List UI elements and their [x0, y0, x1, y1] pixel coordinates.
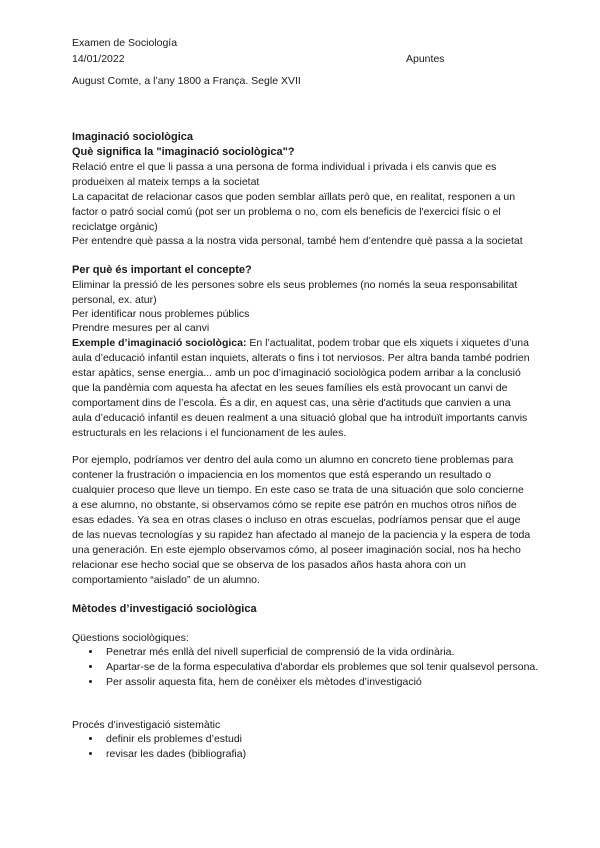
- list-item: • revisar les dades (bibliografia): [102, 747, 542, 762]
- date-line: 14/01/2022: [72, 53, 125, 65]
- section-title-imaginacio: Imaginació sociològica: [72, 131, 194, 143]
- example-text: En l’actualitat, podem trobar que els xiquets i xiquetes d’una aula d’educació infantil estan inquiets, alterats o fins i tot nerviosos. Per altra banda també podrien estar apàtics, sense energia... amb un poc d’imaginació sociològica podem arribar a la conclusió que la pandèmia com aquesta ha afectat en les seues famílies els està provocant un canvi de comportament dins de l’escola. És a dir, en aquest cas, una sèrie d'actituds que canvien a una aula d’educació infantil es deuen realment a una situació global que ha introduït importants canvis estructurals en les relacions i el funcionament de les aules.: [72, 337, 530, 439]
- example-paragraph: [72, 336, 532, 441]
- question-heading-1: Què significa la "imaginació sociològica"?: [72, 146, 295, 158]
- questions-list: [72, 645, 542, 690]
- reason-3: Prendre mesures per al canvi: [72, 322, 210, 334]
- list-item: • Per assolir aquesta fita, hem de conèixer els mètodes d’investigació: [102, 675, 542, 690]
- reason-1: Eliminar la pressió de les persones sobre els seus problemes (no només la seua responsabilitat personal, ex. atur): [72, 279, 518, 306]
- list-item: • definir els problemes d’estudi: [102, 732, 542, 747]
- definition-paragraph-2: La capacitat de relacionar casos que poden semblar aïllats però que, en realitat, responen a un factor o patró social comú (pot ser un problema o no, com els beneficis de l'exercici físic o el reciclatge orgànic): [72, 191, 516, 233]
- reason-2: Per identificar nous problemes públics: [72, 308, 250, 320]
- notes-tag: Apuntes: [406, 53, 445, 65]
- process-list: [72, 732, 542, 762]
- spanish-example-paragraph: Por ejemplo, podríamos ver dentro del aula como un alumno en concreto tiene problemas para contener la frustración o impaciencia en los momentos que está esperando un resultado o cualquier proceso que lleve un tiempo. En este caso se trata de una situación que solo concierne a ese alumno, no obstante, si observamos cómo se repite ese patrón en muchos otros niños de esas edades. Ya sea en otras clases o incluso en otras escuelas, podríamos pensar que el auge de las nuevas tecnologías y su rapidez han afectado al manejo de la paciencia y la espera de toda una generación. En este ejemplo observamos cómo, al poseer imaginación social, nos ha hecho relacionar ese hecho social que se observa de los pasados años hasta ahora con un comportamiento “aislado” de un alumno.: [72, 454, 531, 586]
- subject-title: Examen de Sociología: [72, 37, 178, 49]
- definition-paragraph-1: Relació entre el que li passa a una persona de forma individual i privada i els canvis que es produeixen al mateix temps a la societat: [72, 161, 497, 188]
- section-title-metodes: Mètodes d’investigació sociològica: [72, 603, 257, 615]
- definition-paragraph-3: Per entendre què passa a la nostra vida personal, també hem d’entendre què passa a la societat: [72, 235, 523, 247]
- intro-line: August Comte, a l’any 1800 a França. Segle XVII: [72, 75, 301, 87]
- question-heading-2: Per què és important el concepte?: [72, 264, 252, 276]
- questions-label: Qüestions sociològiques:: [72, 632, 189, 644]
- list-item: • Penetrar més enllà del nivell superficial de comprensió de la vida ordinària.: [102, 645, 542, 660]
- process-label: Procés d’investigació sistemàtic: [72, 719, 221, 731]
- example-label: Exemple d’imaginació sociològica:: [72, 337, 247, 349]
- list-item: • Apartar-se de la forma especulativa d'abordar els problemes que sol tenir qualsevol persona.: [102, 660, 542, 675]
